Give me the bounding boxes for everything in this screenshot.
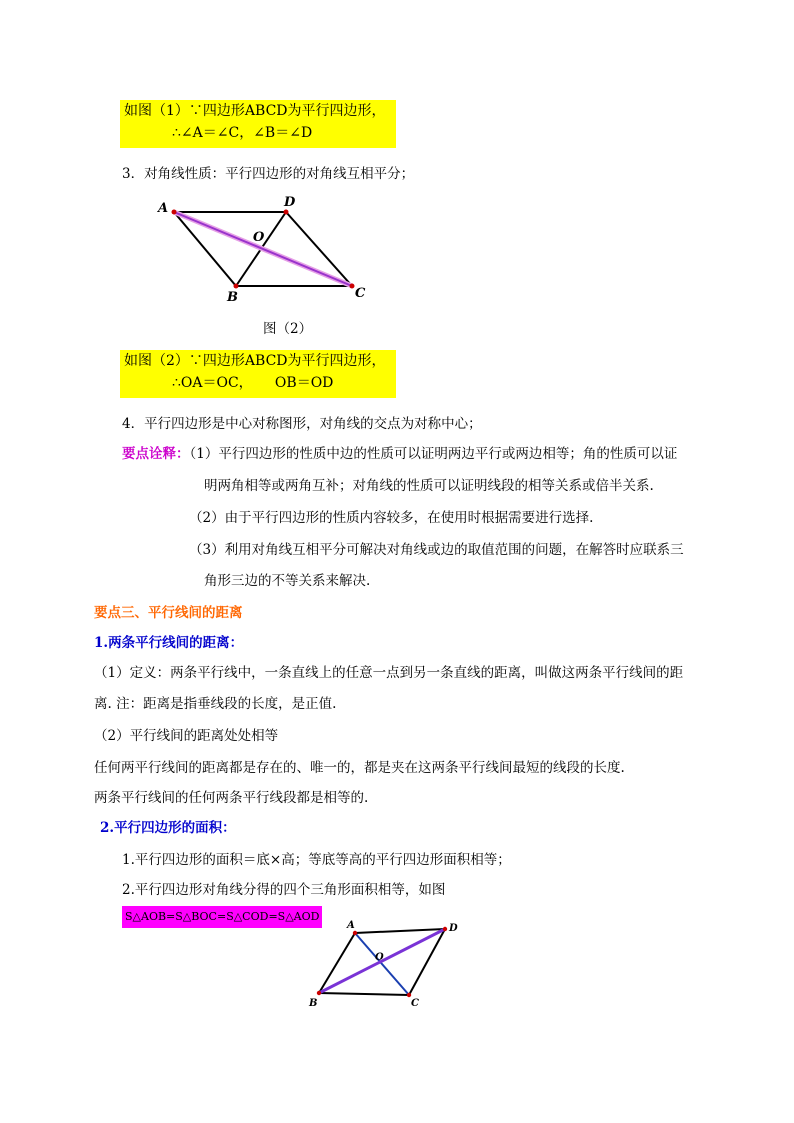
point-a [172, 210, 177, 215]
note-3a: （3）利用对角线互相平分可解决对角线或边的取值范围的问题，在解答时应联系三 [189, 542, 684, 558]
edge-ad [355, 929, 445, 933]
point-b [317, 991, 321, 995]
note-1b: 明两角相等或两角互补；对角线的性质可以证明线段的相等关系或倍半关系. [204, 478, 654, 494]
label-d: D [284, 195, 296, 210]
item-3: 3．对角线性质：平行四边形的对角线互相平分； [122, 166, 415, 182]
edge-bc [319, 993, 409, 995]
paragraph-3: 任何两平行线间的距离都是存在的、唯一的，都是夹在这两条平行线间最短的线段的长度. [94, 760, 625, 776]
paragraph-2: （2）平行线间的距离处处相等 [94, 728, 279, 744]
diagonal-ac [174, 212, 352, 286]
point-d [443, 927, 447, 931]
definition-line-a: （1）定义：两条平行线中，一条直线上的任意一点到另一条直线的距离，叫做这两条平行线间的距 [94, 665, 684, 681]
box1-line1: 如图（1）∵四边形ABCD为平行四边形， [124, 103, 386, 119]
notes-line-1 [122, 445, 677, 463]
note-1a: （1）平行四边形的性质中边的性质可以证明两边平行或两边相等；角的性质可以证 [189, 446, 678, 462]
note-3b: 角形三边的不等关系来解决. [204, 573, 371, 589]
area-point-1: 1.平行四边形的面积＝底×高；等底等高的平行四边形面积相等； [122, 852, 511, 868]
label-b: B [227, 290, 238, 305]
point-c [350, 284, 355, 289]
diagonal-ac [355, 933, 409, 995]
notes-label: 要点诠释： [122, 446, 190, 462]
area-formula: S△AOB=S△BOC=S△COD=S△AOD [122, 906, 322, 928]
label-d: D [449, 923, 458, 934]
box1-line2: ∴∠A＝∠C，∠B＝∠D [172, 125, 313, 141]
point-c [407, 993, 411, 997]
subheading-1: 1.两条平行线间的距离： [94, 635, 244, 651]
theorem-box-1 [120, 100, 396, 148]
point-d [284, 210, 289, 215]
label-c: C [355, 286, 366, 301]
subheading-2: 2.平行四边形的面积： [100, 820, 236, 836]
paragraph-4: 两条平行线间的任何两条平行线段都是相等的. [94, 790, 369, 806]
figure-2-caption: 图（2） [263, 321, 313, 337]
area-point-2: 2.平行四边形对角线分得的四个三角形面积相等，如图 [122, 882, 446, 898]
label-b: B [309, 998, 318, 1009]
figure-2-parallelogram [150, 188, 380, 308]
box2-line1: 如图（2）∵四边形ABCD为平行四边形， [124, 353, 386, 369]
point-a [353, 931, 357, 935]
figure-3-parallelogram [305, 915, 475, 1010]
item-4: 4．平行四边形是中心对称图形，对角线的交点为对称中心； [122, 416, 482, 432]
section-3-heading: 要点三、平行线间的距离 [94, 605, 243, 621]
label-o: O [253, 230, 265, 245]
theorem-box-2 [120, 350, 396, 398]
note-2: （2）由于平行四边形的性质内容较多，在使用时根据需要进行选择. [189, 510, 594, 526]
point-b [234, 284, 239, 289]
label-c: C [411, 998, 419, 1009]
label-o: O [375, 952, 384, 963]
definition-line-b: 离. 注：距离是指垂线段的长度，是正值. [94, 696, 337, 712]
box2-line2: ∴OA＝OC， OB＝OD [172, 375, 334, 391]
label-a: A [158, 201, 169, 216]
label-a: A [347, 920, 355, 931]
